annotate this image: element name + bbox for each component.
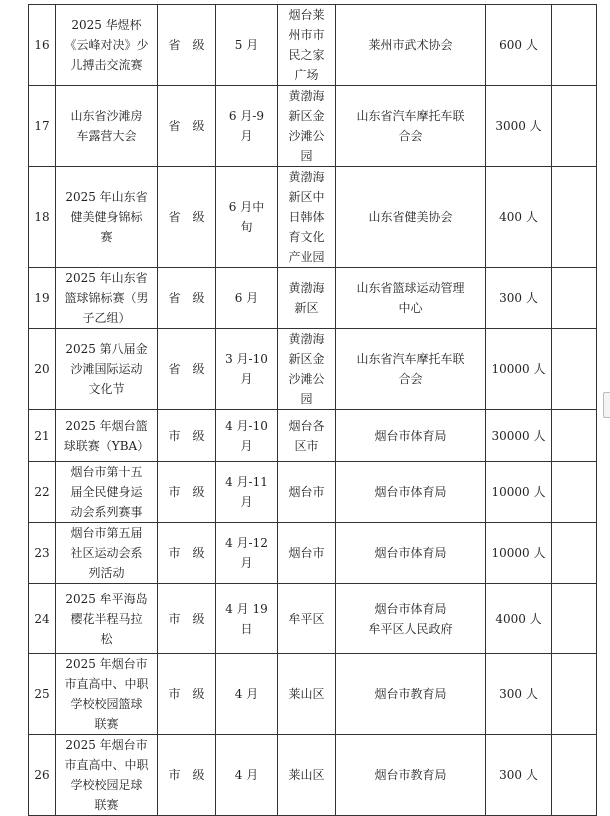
event-level-cell: 省 级 <box>158 329 216 410</box>
event-place-cell: 烟台市 <box>278 523 336 584</box>
event-time-cell: 4 月 <box>216 735 278 816</box>
organizer-cell: 烟台市体育局 牟平区人民政府 <box>336 584 486 654</box>
event-level-cell: 省 级 <box>158 86 216 167</box>
table-row <box>29 523 597 584</box>
table-row <box>29 329 597 410</box>
empty-cell <box>552 523 597 584</box>
participant-count-cell: 10000 人 <box>486 462 552 523</box>
event-level-cell: 省 级 <box>158 167 216 268</box>
organizer-cell: 烟台市教育局 <box>336 654 486 735</box>
participant-count-cell: 600 人 <box>486 5 552 86</box>
event-time-cell: 5 月 <box>216 5 278 86</box>
empty-cell <box>552 584 597 654</box>
participant-count-cell: 300 人 <box>486 654 552 735</box>
event-place-cell: 黄渤海 新区 <box>278 268 336 329</box>
event-place-cell: 烟台各 区市 <box>278 410 336 462</box>
row-number-cell: 16 <box>29 5 56 86</box>
event-name-cell: 烟台市第五届 社区运动会系 列活动 <box>56 523 158 584</box>
participant-count-cell: 10000 人 <box>486 523 552 584</box>
table-row <box>29 86 597 167</box>
event-time-cell: 4 月 19 日 <box>216 584 278 654</box>
event-time-cell: 4 月-12 月 <box>216 523 278 584</box>
table-row <box>29 654 597 735</box>
organizer-cell: 山东省健美协会 <box>336 167 486 268</box>
organizer-cell: 烟台市体育局 <box>336 462 486 523</box>
events-table <box>28 4 597 816</box>
event-time-cell: 4 月 <box>216 654 278 735</box>
event-place-cell: 烟台莱 州市市 民之家 广场 <box>278 5 336 86</box>
table-row <box>29 584 597 654</box>
table-row <box>29 5 597 86</box>
table-row <box>29 462 597 523</box>
empty-cell <box>552 735 597 816</box>
event-place-cell: 黄渤海 新区金 沙滩公 园 <box>278 329 336 410</box>
event-level-cell: 市 级 <box>158 584 216 654</box>
table-row <box>29 735 597 816</box>
participant-count-cell: 300 人 <box>486 735 552 816</box>
event-name-cell: 2025 年烟台市 市直高中、中职 学校校园足球 联赛 <box>56 735 158 816</box>
participant-count-cell: 400 人 <box>486 167 552 268</box>
participant-count-cell: 300 人 <box>486 268 552 329</box>
row-number-cell: 23 <box>29 523 56 584</box>
event-place-cell: 黄渤海 新区中 日韩体 育文化 产业园 <box>278 167 336 268</box>
event-level-cell: 市 级 <box>158 462 216 523</box>
event-level-cell: 市 级 <box>158 410 216 462</box>
table-row <box>29 268 597 329</box>
organizer-cell: 烟台市教育局 <box>336 735 486 816</box>
empty-cell <box>552 410 597 462</box>
row-number-cell: 24 <box>29 584 56 654</box>
empty-cell <box>552 268 597 329</box>
event-name-cell: 烟台市第十五 届全民健身运 动会系列赛事 <box>56 462 158 523</box>
organizer-cell: 山东省汽车摩托车联 合会 <box>336 329 486 410</box>
row-number-cell: 17 <box>29 86 56 167</box>
participant-count-cell: 3000 人 <box>486 86 552 167</box>
event-level-cell: 省 级 <box>158 5 216 86</box>
event-time-cell: 3 月-10 月 <box>216 329 278 410</box>
empty-cell <box>552 5 597 86</box>
row-number-cell: 19 <box>29 268 56 329</box>
empty-cell <box>552 654 597 735</box>
event-name-cell: 2025 年山东省 健美健身锦标 赛 <box>56 167 158 268</box>
organizer-cell: 山东省篮球运动管理 中心 <box>336 268 486 329</box>
event-time-cell: 4 月-11 月 <box>216 462 278 523</box>
row-number-cell: 18 <box>29 167 56 268</box>
event-name-cell: 2025 年烟台篮 球联赛（YBA） <box>56 410 158 462</box>
organizer-cell: 烟台市体育局 <box>336 410 486 462</box>
event-place-cell: 莱山区 <box>278 735 336 816</box>
row-number-cell: 25 <box>29 654 56 735</box>
participant-count-cell: 30000 人 <box>486 410 552 462</box>
table-row <box>29 167 597 268</box>
event-place-cell: 牟平区 <box>278 584 336 654</box>
event-name-cell: 2025 牟平海岛 樱花半程马拉 松 <box>56 584 158 654</box>
event-name-cell: 2025 年山东省 篮球锦标赛（男 子乙组） <box>56 268 158 329</box>
event-level-cell: 市 级 <box>158 523 216 584</box>
event-time-cell: 6 月 <box>216 268 278 329</box>
event-time-cell: 4 月-10 月 <box>216 410 278 462</box>
event-time-cell: 6 月-9 月 <box>216 86 278 167</box>
participant-count-cell: 10000 人 <box>486 329 552 410</box>
row-number-cell: 22 <box>29 462 56 523</box>
row-number-cell: 26 <box>29 735 56 816</box>
empty-cell <box>552 329 597 410</box>
event-name-cell: 山东省沙滩房 车露营大会 <box>56 86 158 167</box>
row-number-cell: 21 <box>29 410 56 462</box>
event-place-cell: 黄渤海 新区金 沙滩公 园 <box>278 86 336 167</box>
event-level-cell: 市 级 <box>158 654 216 735</box>
event-level-cell: 省 级 <box>158 268 216 329</box>
organizer-cell: 莱州市武术协会 <box>336 5 486 86</box>
empty-cell <box>552 167 597 268</box>
event-place-cell: 烟台市 <box>278 462 336 523</box>
event-level-cell: 市 级 <box>158 735 216 816</box>
event-name-cell: 2025 第八届金 沙滩国际运动 文化节 <box>56 329 158 410</box>
empty-cell <box>552 462 597 523</box>
organizer-cell: 山东省汽车摩托车联 合会 <box>336 86 486 167</box>
participant-count-cell: 4000 人 <box>486 584 552 654</box>
event-name-cell: 2025 华煜杯 《云峰对决》少 儿搏击交流赛 <box>56 5 158 86</box>
organizer-cell: 烟台市体育局 <box>336 523 486 584</box>
event-place-cell: 莱山区 <box>278 654 336 735</box>
table-row <box>29 410 597 462</box>
event-time-cell: 6 月中 旬 <box>216 167 278 268</box>
row-number-cell: 20 <box>29 329 56 410</box>
event-name-cell: 2025 年烟台市 市直高中、中职 学校校园篮球 联赛 <box>56 654 158 735</box>
side-scroll-tab[interactable] <box>603 392 610 418</box>
empty-cell <box>552 86 597 167</box>
